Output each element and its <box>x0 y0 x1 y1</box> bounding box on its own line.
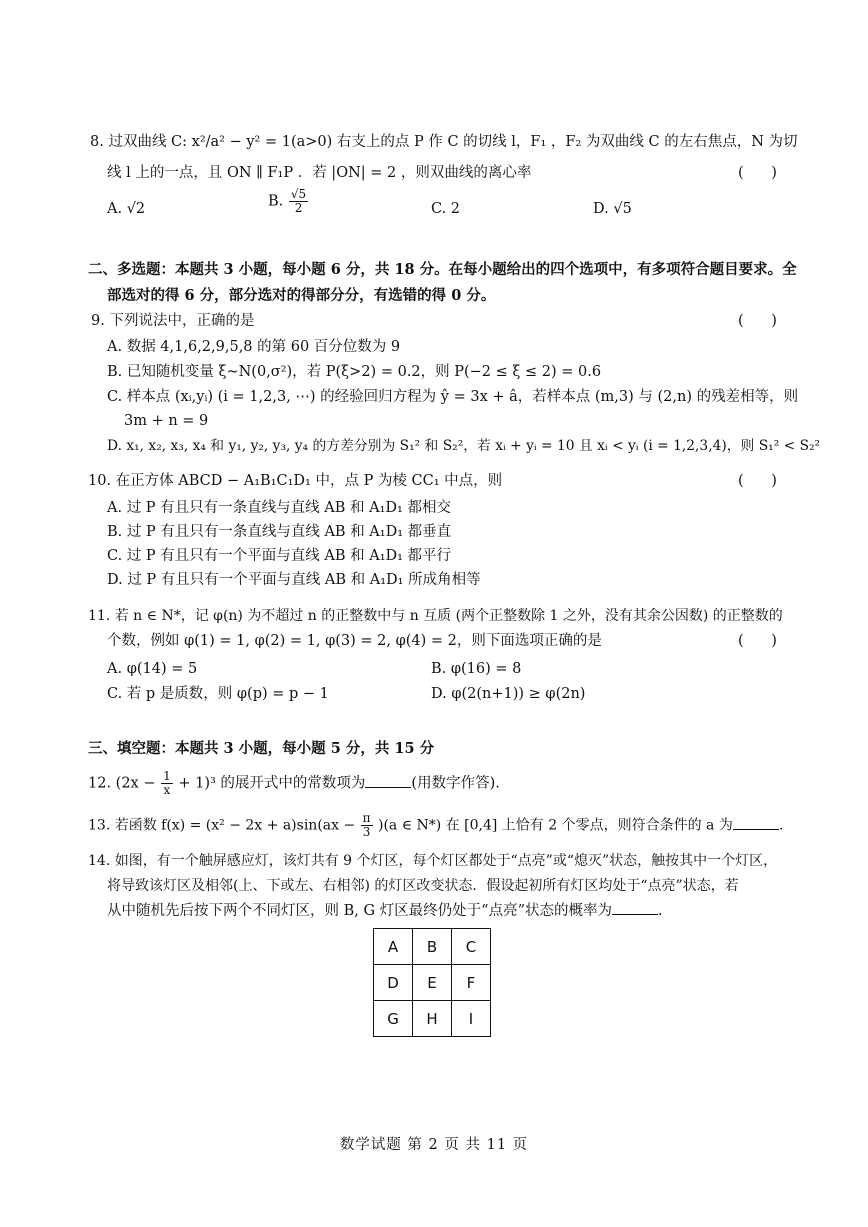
q11-line2: 个数，例如 φ(1) = 1, φ(2) = 1, φ(3) = 2, φ(4) = 2，则下面选项正确的是 <box>107 633 602 649</box>
q10-stem: 10. 在正方体 ABCD − A₁B₁C₁D₁ 中，点 P 为棱 CC₁ 中点，则 <box>88 473 503 489</box>
q9-stem: 9. 下列说法中，正确的是 <box>91 313 255 329</box>
q12-denominator: x <box>163 783 171 797</box>
q9-option-d: D. x₁, x₂, x₃, x₄ 和 y₁, y₂, y₃, y₄ 的方差分别为 S₁² 和 S₂²，若 xᵢ + yᵢ = 10 且 xᵢ < yᵢ (i = 1,2,3,4)，则 S₁² < S₂² <box>107 438 821 454</box>
light-cell-h[interactable]: H <box>413 1001 452 1037</box>
q10-answer-paren: ( ) <box>738 473 777 489</box>
q11-option-c: C. 若 p 是质数，则 φ(p) = p − 1 <box>107 686 329 702</box>
q10-option-d: D. 过 P 有且只有一个平面与直线 AB 和 A₁D₁ 所成角相等 <box>107 572 481 588</box>
q13-tail: . <box>778 817 784 834</box>
q14-answer-blank[interactable] <box>612 900 658 915</box>
q8-option-b <box>268 188 309 215</box>
q12-suffix: + 1)³ 的展开式中的常数项为 <box>178 775 366 792</box>
q10-option-c: C. 过 P 有且只有一个平面与直线 AB 和 A₁D₁ 都平行 <box>107 548 452 564</box>
page-footer: 数学试题 第 2 页 共 11 页 <box>339 1137 529 1153</box>
q8-option-d: D. √5 <box>593 201 632 217</box>
q8-option-b-label: B. <box>268 193 284 210</box>
light-cell-i[interactable]: I <box>452 1001 491 1037</box>
q8-option-a: A. √2 <box>107 201 146 217</box>
q10-option-a: A. 过 P 有且只有一条直线与直线 AB 和 A₁D₁ 都相交 <box>107 500 451 516</box>
q12-tail: (用数字作答). <box>411 775 500 792</box>
q9-option-c-line2: 3m + n = 9 <box>124 413 209 429</box>
q13-fraction <box>361 812 373 839</box>
light-cell-f[interactable]: F <box>452 965 491 1001</box>
light-cell-e[interactable]: E <box>413 965 452 1001</box>
q14-tail: . <box>658 903 663 919</box>
q8-line2: 线 l 上的一点，且 ON ∥ F₁P ．若 |ON| = 2 ，则双曲线的离心率 <box>107 165 532 181</box>
q14-line1: 14. 如图，有一个触屏感应灯，该灯共有 9 个灯区，每个灯区都处于“点亮”或“熄灭”状态，触按其中一个灯区， <box>88 853 778 869</box>
q11-option-d: D. φ(2(n+1)) ≥ φ(2n) <box>431 686 586 702</box>
q13-answer-blank[interactable] <box>733 815 779 830</box>
q12-line <box>88 770 500 797</box>
section3-heading: 三、填空题：本题共 3 小题，每小题 5 分，共 15 分 <box>88 740 435 757</box>
light-cell-c[interactable]: C <box>452 929 491 965</box>
q12-numerator: 1 <box>163 769 171 783</box>
q9-option-a: A. 数据 4,1,6,2,9,5,8 的第 60 百分位数为 9 <box>107 339 401 355</box>
q12-fraction <box>161 770 173 797</box>
q12-answer-blank[interactable] <box>365 773 411 788</box>
light-grid <box>373 928 491 1037</box>
light-cell-a[interactable]: A <box>374 929 413 965</box>
q11-line1: 11. 若 n ∈ N*，记 φ(n) 为不超过 n 的正整数中与 n 互质 (两个正整数除 1 之外，没有其余公因数) 的正整数的 <box>88 608 783 624</box>
q8-option-b-fraction <box>289 188 308 215</box>
q11-option-a: A. φ(14) = 5 <box>107 661 198 677</box>
q8-line1: 8. 过双曲线 C: x²/a² − y² = 1(a>0) 右支上的点 P 作 C 的切线 l，F₁ ，F₂ 为双曲线 C 的左右焦点，N 为切 <box>90 134 798 150</box>
q8-option-b-denominator: 2 <box>294 201 303 215</box>
q10-option-b: B. 过 P 有且只有一条直线与直线 AB 和 A₁D₁ 都垂直 <box>107 524 452 540</box>
q13-denominator: 3 <box>362 825 371 839</box>
light-cell-d[interactable]: D <box>374 965 413 1001</box>
q8-option-c: C. 2 <box>431 201 461 217</box>
q13-line <box>88 812 783 839</box>
section2-heading-line1: 二、多选题：本题共 3 小题，每小题 6 分，共 18 分。在每小题给出的四个选项中，有多项符合题目要求。全 <box>88 261 797 278</box>
q11-option-b: B. φ(16) = 8 <box>431 661 522 677</box>
light-cell-b[interactable]: B <box>413 929 452 965</box>
q11-answer-paren: ( ) <box>738 633 777 649</box>
q13-suffix: )(a ∈ N*) 在 [0,4] 上恰有 2 个零点，则符合条件的 a 为 <box>378 817 733 834</box>
q14-line3 <box>107 900 663 922</box>
q13-prefix: 13. 若函数 f(x) = (x² − 2x + a)sin(ax − <box>88 817 356 834</box>
q8-answer-paren: ( ) <box>738 165 777 181</box>
q14-line3-text: 从中随机先后按下两个不同灯区，则 B, G 灯区最终仍处于“点亮”状态的概率为 <box>107 903 612 919</box>
q9-option-b: B. 已知随机变量 ξ~N(0,σ²)，若 P(ξ>2) = 0.2，则 P(−2 ≤ ξ ≤ 2) = 0.6 <box>107 364 602 380</box>
q9-option-c-line1: C. 样本点 (xᵢ,yᵢ) (i = 1,2,3, ⋯) 的经验回归方程为 ŷ = 3x + â，若样本点 (m,3) 与 (2,n) 的残差相等，则 <box>107 389 799 405</box>
q13-numerator: π <box>362 811 371 825</box>
q14-line2: 将导致该灯区及相邻(上、下或左、右相邻) 的灯区改变状态．假设起初所有灯区均处于“点亮”状态，若 <box>107 878 739 894</box>
light-cell-g[interactable]: G <box>374 1001 413 1037</box>
q12-prefix: 12. (2x − <box>88 775 156 792</box>
q8-option-b-numerator: √5 <box>290 187 307 201</box>
q9-answer-paren: ( ) <box>738 313 777 329</box>
section2-heading-line2: 部选对的得 6 分，部分选对的得部分分，有选错的得 0 分。 <box>107 287 496 304</box>
